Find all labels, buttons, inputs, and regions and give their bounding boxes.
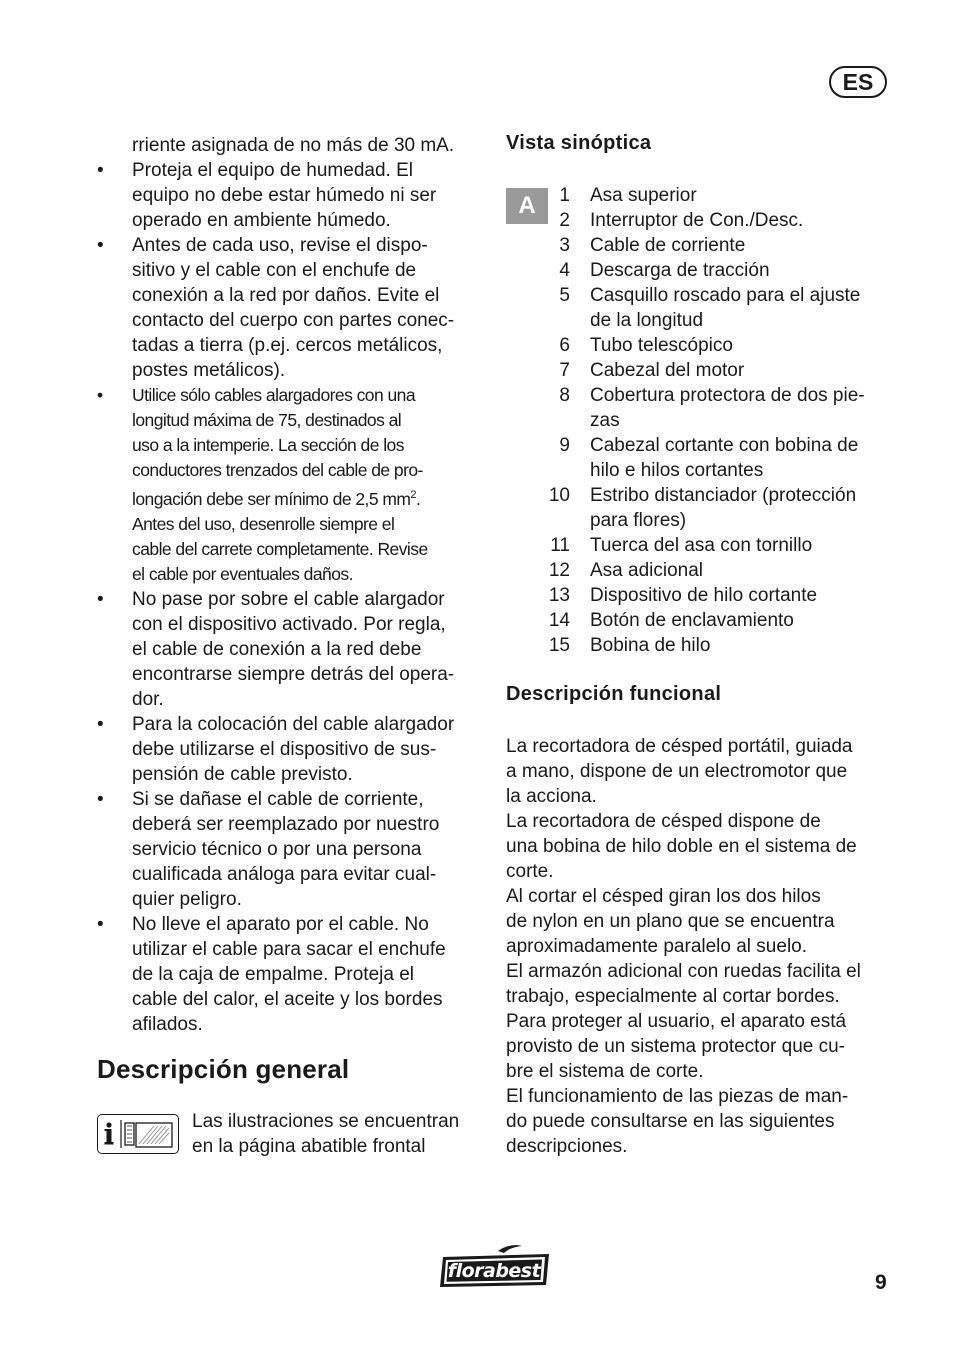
bullet-marker: • — [97, 913, 104, 935]
superscript-suffix: . — [415, 488, 421, 509]
part-label: de la longitud — [590, 310, 704, 331]
part-number: 11 — [550, 535, 570, 556]
part-label: Dispositivo de hilo cortante — [590, 585, 818, 606]
part-label: zas — [590, 410, 620, 431]
part-item — [530, 258, 900, 283]
function-line: a mano, dispone de un electromotor que — [506, 761, 848, 782]
part-number: 15 — [548, 635, 570, 656]
part-label: Asa adicional — [590, 560, 704, 581]
part-label: Bobina de hilo — [590, 635, 711, 656]
bullet-marker: • — [97, 713, 104, 735]
bullet-line: debe utilizarse el dispositivo de sus- — [132, 738, 437, 760]
bullet-line: de la caja de empalme. Proteja el — [132, 963, 414, 985]
part-number: 5 — [559, 285, 570, 306]
part-item — [530, 583, 900, 608]
overview-heading: Vista sinóptica — [506, 132, 652, 154]
bullet-line: cable del carrete completamente. Revise — [132, 538, 428, 559]
bullet-line: longitud máxima de 75, destinados al — [132, 410, 402, 430]
function-line: La recortadora de césped dispone de — [506, 811, 821, 832]
function-line: El funcionamiento de las piezas de man- — [506, 1086, 849, 1107]
part-item — [530, 483, 900, 533]
bullet-line: el cable por eventuales daños. — [132, 563, 353, 584]
bullet-marker: • — [97, 385, 103, 405]
part-number: 4 — [559, 260, 570, 281]
bullet-line: operado en ambiente húmedo. — [132, 210, 391, 231]
bullet-line: Utilice sólo cables alargadores con una — [132, 385, 416, 405]
safety-bullet-list — [97, 158, 487, 1037]
function-line: El armazón adicional con ruedas facilita el — [506, 961, 861, 982]
part-item — [530, 358, 900, 383]
bullet-line: afilados. — [132, 1013, 203, 1035]
function-line: La recortadora de césped portátil, guiada — [506, 736, 853, 757]
part-label: Casquillo roscado para el ajuste — [590, 285, 861, 306]
bullet-line: Para la colocación del cable alargador — [132, 713, 455, 735]
bullet-line: conductores trenzados del cable de pro- — [132, 460, 423, 480]
function-line: do puede consultarse en las siguientes — [506, 1111, 835, 1132]
bullet-marker: • — [97, 788, 104, 810]
bullet-line: cable del calor, el aceite y los bordes — [132, 988, 443, 1010]
bullet-marker: • — [97, 160, 104, 181]
function-line: bre el sistema de corte. — [506, 1061, 704, 1082]
function-line: corte. — [506, 861, 554, 882]
bullet-line: uso a la intemperie. La sección de los — [132, 435, 404, 455]
part-label: Descarga de tracción — [590, 260, 770, 281]
function-description — [506, 734, 896, 1159]
safety-bullet-item — [97, 233, 487, 383]
function-line: una bobina de hilo doble en el sistema de — [506, 836, 857, 857]
bullet-line: contacto del cuerpo con partes conec- — [132, 310, 455, 331]
bullet-line: No pase por sobre el cable alargador — [132, 588, 445, 610]
illustration-note — [97, 1109, 487, 1161]
part-number: 10 — [548, 485, 570, 506]
florabest-logo — [438, 1243, 552, 1289]
function-heading: Descripción funcional — [506, 683, 722, 705]
function-line: descripciones. — [506, 1136, 628, 1157]
part-label: para flores) — [590, 510, 687, 531]
bullet-line: encontrarse siempre detrás del opera- — [132, 663, 455, 685]
part-item — [530, 183, 900, 208]
function-line: de nylon en un plano que se encuentra — [506, 911, 835, 932]
bullet-line: deberá ser reemplazado por nuestro — [132, 813, 440, 835]
function-line: la acciona. — [506, 786, 597, 807]
part-number: 9 — [559, 435, 570, 456]
function-line: Para proteger al usuario, el aparato está — [506, 1011, 847, 1032]
part-item — [530, 533, 900, 558]
part-label: Estribo distanciador (protección — [590, 485, 857, 506]
bullet-line: quier peligro. — [132, 888, 242, 910]
figure-a-label: A — [506, 188, 548, 224]
part-label: Interruptor de Con./Desc. — [590, 210, 804, 231]
note-line: en la página abatible frontal — [192, 1136, 426, 1157]
part-number: 13 — [548, 585, 570, 606]
part-label: Cobertura protectora de dos pie- — [590, 385, 865, 406]
part-number: 8 — [559, 385, 570, 406]
part-item — [530, 608, 900, 633]
bullet-line: cualificada análoga para evitar cual- — [132, 863, 437, 885]
part-label: Tubo telescópico — [590, 335, 733, 356]
part-item — [530, 333, 900, 358]
bullet-line: longación debe ser mínimo de 2,5 mm — [132, 488, 411, 509]
safety-bullet-item — [97, 383, 487, 587]
safety-column — [97, 133, 487, 1037]
function-line: Al cortar el césped giran los dos hilos — [506, 886, 821, 907]
part-label: Asa superior — [590, 185, 697, 206]
bullet-line: el cable de conexión a la red debe — [132, 638, 422, 660]
note-line: Las ilustraciones se encuentran — [192, 1111, 460, 1132]
function-line: provisto de un sistema protector que cu- — [506, 1036, 846, 1057]
part-number: 3 — [559, 235, 570, 256]
language-badge: ES — [829, 66, 887, 98]
part-label: Tuerca del asa con tornillo — [590, 535, 813, 556]
part-label: Cabezal cortante con bobina de — [590, 435, 859, 456]
part-item — [530, 233, 900, 258]
part-label: Cable de corriente — [590, 235, 746, 256]
parts-list — [530, 183, 900, 658]
bullet-line: dor. — [132, 688, 164, 710]
bullet-line: tadas a tierra (p.ej. cercos metálicos, — [132, 335, 443, 356]
svg-text:florabest: florabest — [447, 1260, 541, 1282]
bullet-marker: • — [97, 588, 104, 610]
part-number: 7 — [559, 360, 570, 381]
part-item — [530, 208, 900, 233]
bullet-marker: • — [97, 235, 104, 256]
part-label: Cabezal del motor — [590, 360, 745, 381]
safety-bullet-item — [97, 787, 487, 912]
foldout-info-icon — [97, 1114, 179, 1154]
bullet-line: No lleve el aparato por el cable. No — [132, 913, 429, 935]
safety-bullet-item — [97, 712, 487, 787]
bullet-line: sitivo y el cable con el enchufe de — [132, 260, 417, 281]
part-label: Botón de enclavamiento — [590, 610, 794, 631]
part-number: 1 — [559, 185, 570, 206]
part-number: 6 — [559, 335, 570, 356]
part-number: 14 — [548, 610, 570, 631]
safety-bullet-item — [97, 587, 487, 712]
part-number: 2 — [559, 210, 570, 231]
part-item — [530, 283, 900, 333]
bullet-line: Antes de cada uso, revise el dispo- — [132, 235, 428, 256]
general-description-heading: Descripción general — [97, 1054, 350, 1084]
bullet-line: Si se dañase el cable de corriente, — [132, 788, 424, 810]
superscript-two: 2 — [410, 489, 416, 501]
part-item — [530, 558, 900, 583]
part-item — [530, 383, 900, 433]
bullet-line: Proteja el equipo de humedad. El — [132, 160, 413, 181]
bullet-line: pensión de cable previsto. — [132, 763, 353, 785]
bullet-line: Antes del uso, desenrolle siempre el — [132, 513, 395, 534]
bullet-line: servicio técnico o por una persona — [132, 838, 422, 860]
continuation-line: rriente asignada de no más de 30 mA. — [132, 135, 455, 156]
safety-bullet-item — [97, 158, 487, 233]
bullet-line: utilizar el cable para sacar el enchufe — [132, 938, 446, 960]
bullet-line: equipo no debe estar húmedo ni ser — [132, 185, 437, 206]
illustration-note-text — [192, 1109, 492, 1159]
part-label: hilo e hilos cortantes — [590, 460, 764, 481]
bullet-line: postes metálicos). — [132, 360, 286, 381]
function-line: aproximadamente paralelo al suelo. — [506, 936, 808, 957]
bullet-line: conexión a la red por daños. Evite el — [132, 285, 440, 306]
safety-bullet-item — [97, 912, 487, 1037]
function-line: trabajo, especialmente al cortar bordes. — [506, 986, 840, 1007]
part-number: 12 — [548, 560, 570, 581]
part-item — [530, 433, 900, 483]
bullet-line: con el dispositivo activado. Por regla, — [132, 613, 446, 635]
page-number: 9 — [875, 1271, 887, 1294]
part-item — [530, 633, 900, 658]
